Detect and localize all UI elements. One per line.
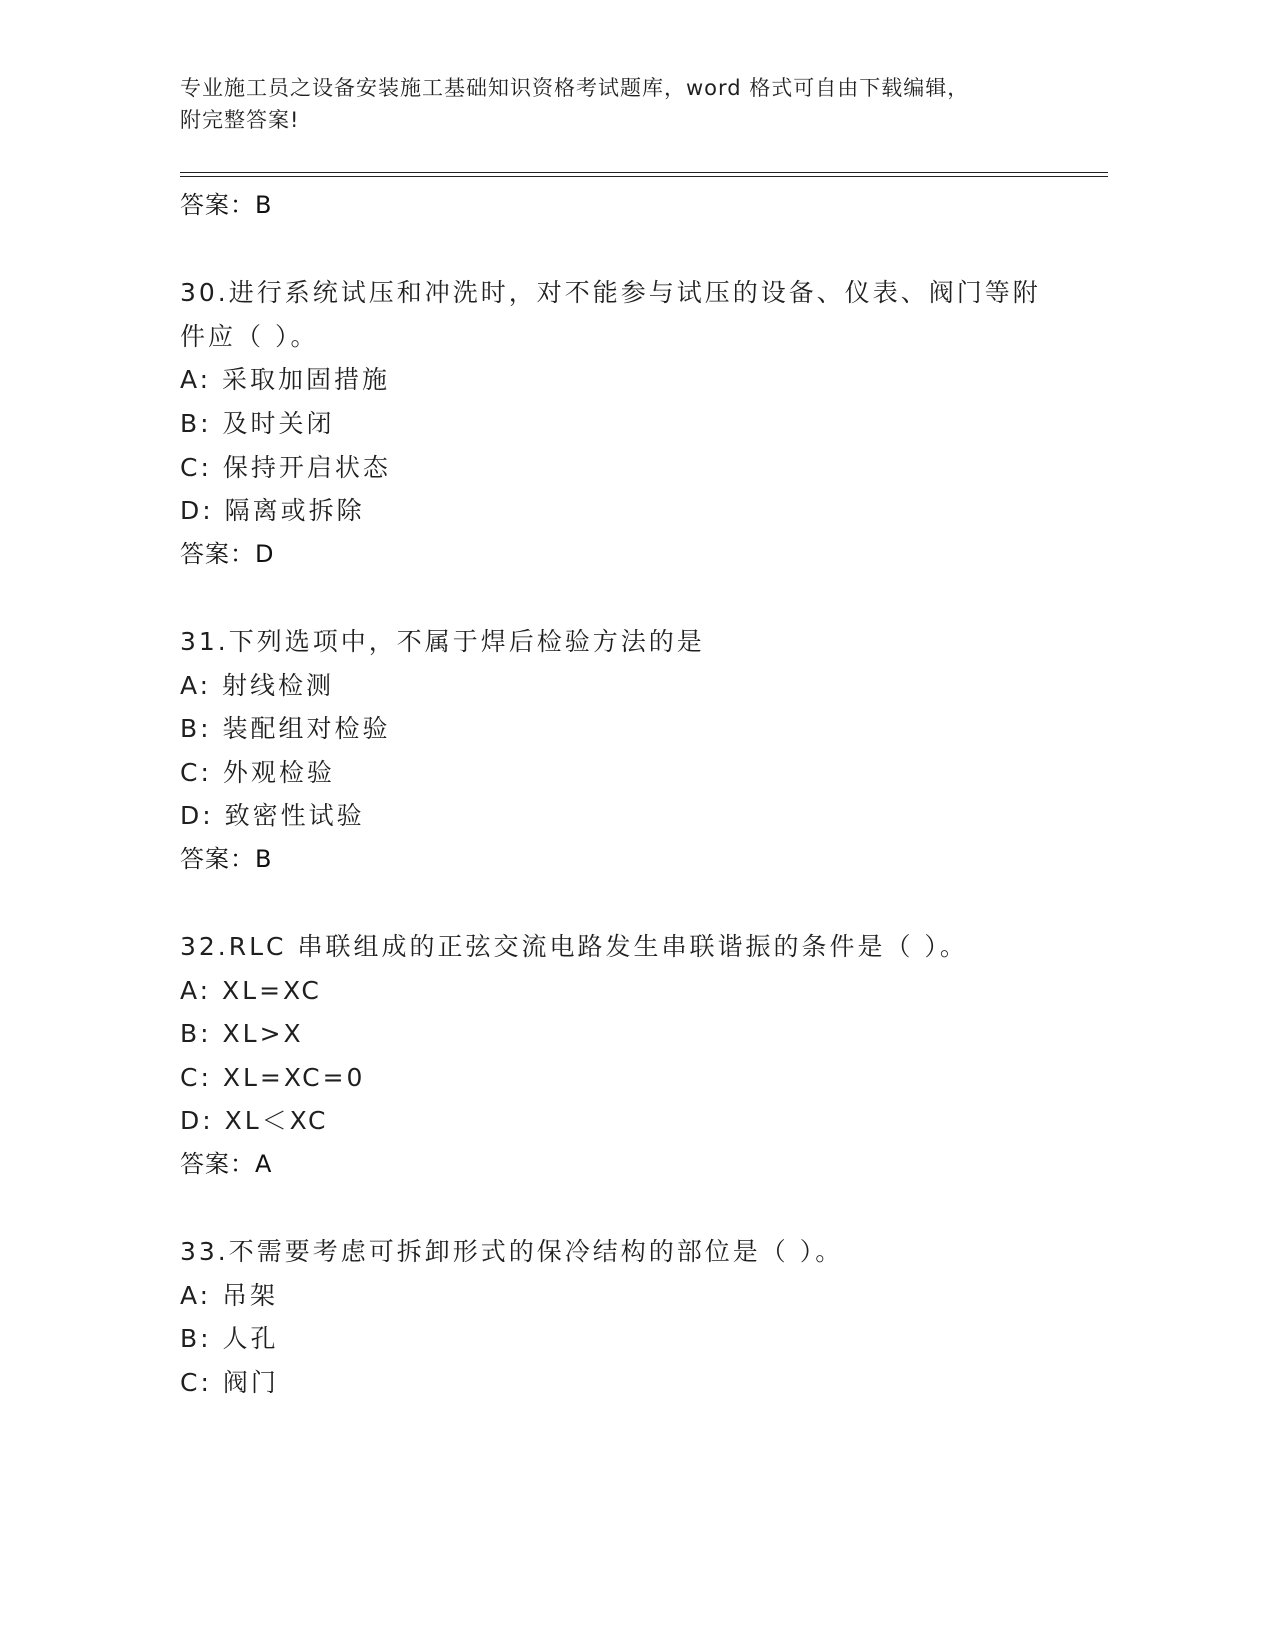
answer-key: 答案：B — [180, 844, 273, 873]
spacer — [180, 228, 1100, 272]
question-stem: 31.下列选项中，不属于焊后检验方法的是 — [180, 626, 705, 656]
answer-key: 答案：D — [180, 539, 275, 568]
option-c: C: 外观检验 — [180, 757, 335, 787]
option-b: B: 及时关闭 — [180, 408, 335, 438]
spacer — [180, 882, 1100, 926]
header-title-line-1: 专业施工员之设备安装施工基础知识资格考试题库，word 格式可自由下载编辑， — [180, 76, 970, 100]
option-b: B: 人孔 — [180, 1324, 279, 1354]
question-item — [180, 620, 1100, 882]
option-a: A: XL=XC — [180, 975, 322, 1005]
previous-answer: 答案：B — [180, 191, 273, 219]
option-a: A: 采取加固措施 — [180, 365, 391, 395]
option-c: C: XL=XC=0 — [180, 1062, 366, 1092]
option-b: B: 装配组对检验 — [180, 714, 391, 744]
answer-key: 答案：A — [180, 1150, 273, 1179]
option-d: D: 致密性试验 — [180, 801, 365, 831]
option-a: A: 射线检测 — [180, 670, 335, 700]
header-title-line-2: 附完整答案! — [180, 108, 300, 132]
option-a: A: 吊架 — [180, 1280, 279, 1310]
spacer — [180, 1187, 1100, 1231]
option-d: D: 隔离或拆除 — [180, 496, 365, 526]
question-item — [180, 925, 1100, 1187]
question-item — [180, 271, 1100, 576]
option-c: C: 保持开启状态 — [180, 452, 391, 482]
header-divider-top — [180, 172, 1108, 173]
question-stem: 30.进行系统试压和冲洗时，对不能参与试压的设备、仪表、阀门等附 — [180, 278, 1041, 308]
question-stem: 33.不需要考虑可拆卸形式的保冷结构的部位是（ ）。 — [180, 1237, 844, 1267]
question-list — [180, 184, 1100, 1405]
question-stem: 32.RLC 串联组成的正弦交流电路发生串联谐振的条件是（ ）。 — [180, 932, 968, 962]
page-header — [180, 72, 1060, 136]
option-c: C: 阀门 — [180, 1368, 279, 1398]
question-item — [180, 1230, 1100, 1404]
question-stem-continued: 件应（ ）。 — [180, 321, 319, 351]
option-d: D: XL＜XC — [180, 1106, 329, 1136]
header-divider-bottom — [180, 176, 1108, 177]
spacer — [180, 576, 1100, 620]
option-b: B: XL>X — [180, 1019, 304, 1049]
